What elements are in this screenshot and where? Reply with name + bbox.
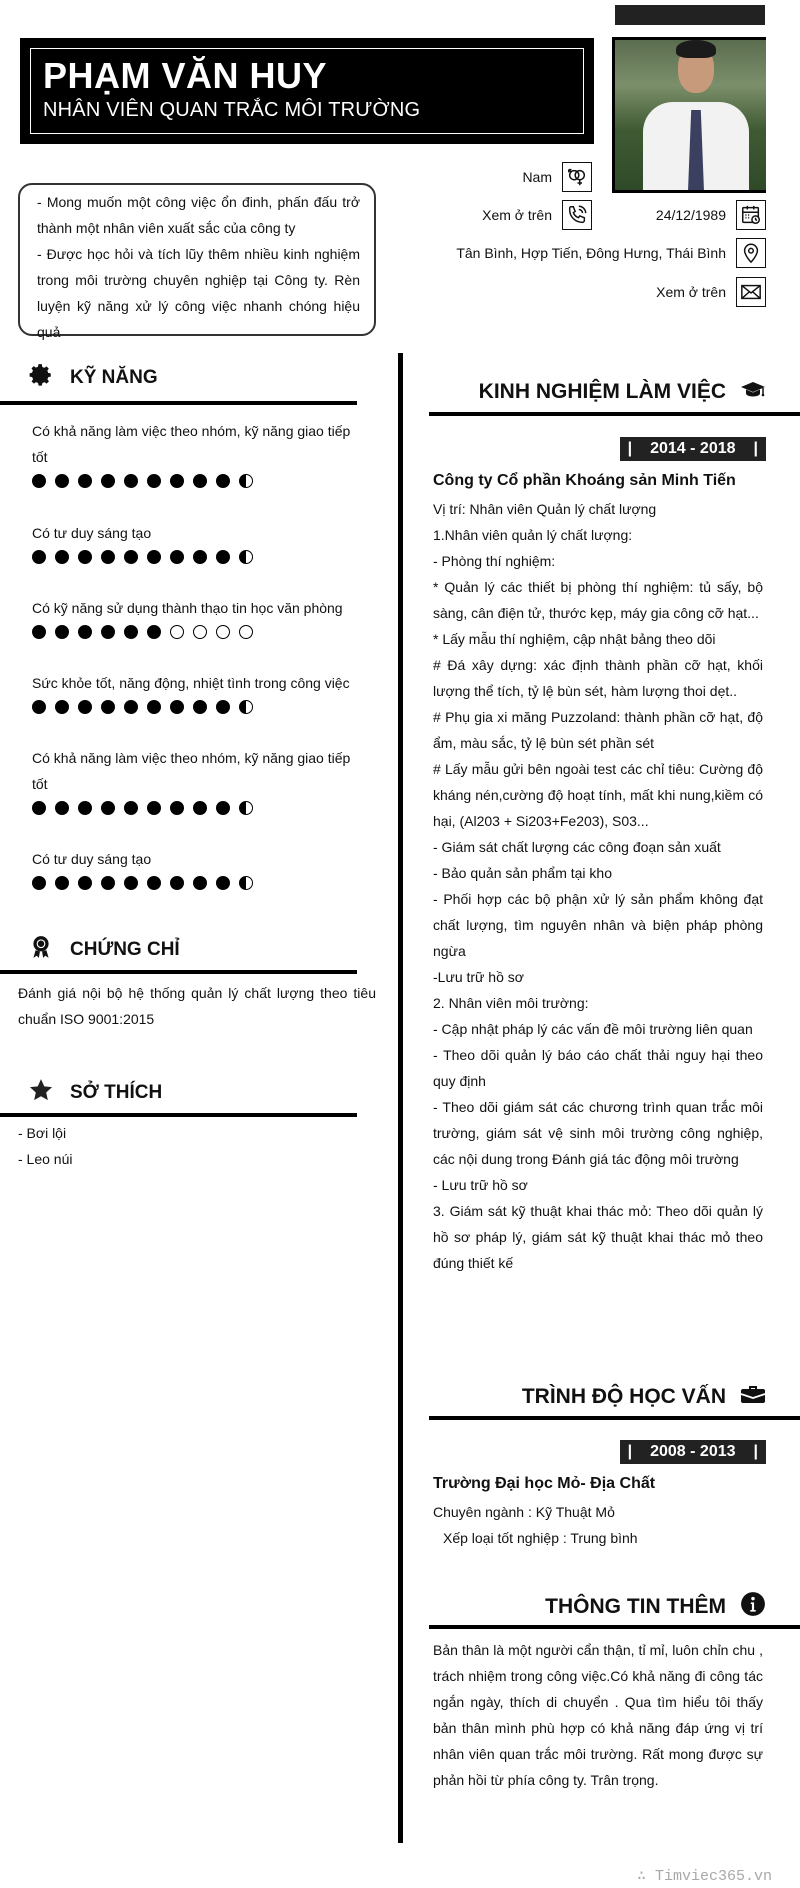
hobby-item: - Leo núi (18, 1151, 73, 1167)
email-value: Xem ở trên (656, 284, 726, 300)
experience-line: - Cập nhật pháp lý các vấn đề môi trường liên quan (433, 1021, 753, 1037)
skills-rule (0, 401, 357, 405)
skill-label: Có khả năng làm việc theo nhóm, kỹ năng giao tiếp tốt (32, 750, 351, 792)
rating-dot (193, 550, 207, 564)
experience-line: - Theo dõi giám sát các chương trình quan trắc môi trường, giám sát vệ sinh môi trường công nghiệp, các nội dung trong Đánh giá tác động môi trường (433, 1099, 763, 1167)
rating-dot (216, 474, 230, 488)
graduation-cap-icon (740, 378, 766, 406)
career-objective (18, 183, 376, 340)
skill-item (32, 418, 362, 488)
company-name: Công ty Cổ phần Khoáng sản Minh Tiến (433, 472, 736, 489)
gear-icon (28, 362, 54, 394)
education-period-badge (620, 1440, 766, 1464)
watermark: ∴ Timviec365.vn (636, 1868, 772, 1885)
rating-dot (101, 474, 115, 488)
rating-dot (216, 801, 230, 815)
badge-bar: | (753, 440, 758, 457)
address-value: Tân Bình, Hợp Tiến, Đông Hưng, Thái Bình (456, 245, 726, 261)
rating-dot (32, 625, 46, 639)
rating-dot (101, 876, 115, 890)
contact-address (456, 238, 766, 268)
hobby-item: - Bơi lội (18, 1125, 67, 1141)
skill-rating (32, 700, 362, 714)
rating-dot (78, 550, 92, 564)
experience-line: Vị trí: Nhân viên Quản lý chất lượng (433, 501, 657, 517)
rating-dot (55, 876, 69, 890)
skill-rating (32, 876, 362, 890)
experience-line: - Theo dõi quản lý báo cáo chất thải nguy hại theo quy định (433, 1047, 763, 1089)
birthday-value: 24/12/1989 (655, 207, 726, 223)
contact-email (656, 277, 766, 307)
rating-dot (55, 474, 69, 488)
rating-dot (78, 474, 92, 488)
skill-label: Sức khỏe tốt, năng động, nhiệt tình trong công việc (32, 675, 350, 691)
experience-rule (429, 412, 800, 416)
rating-dot (147, 876, 161, 890)
skills-heading (28, 362, 158, 394)
rating-dot (239, 474, 253, 488)
additional-info-text: Bản thân là một người cẩn thận, tỉ mỉ, luôn chỉn chu , trách nhiệm trong công việc.Có khả năng đi công tác ngắn ngày, thích di chuyển . Qua tìm hiểu tôi thấy bản thân mình phù hợp có khả năng đáp ứng vị trí nhân viên quan trắc môi trường. Rất mong được sự phản hồi từ phía công ty. Trân trọng. (433, 1642, 763, 1788)
name-header (20, 38, 594, 144)
rating-dot (193, 474, 207, 488)
contact-gender (522, 162, 592, 192)
gender-value: Nam (522, 169, 552, 185)
school-name: Trường Đại học Mỏ- Địa Chất (433, 1475, 656, 1492)
avatar-hair (676, 40, 716, 58)
experience-line: - Phối hợp các bộ phận xử lý sản phẩm không đạt chất lượng, tìm nguyên nhân và biện pháp phòng ngừa (433, 891, 763, 959)
education-major: Chuyên ngành : Kỹ Thuật Mỏ (433, 1504, 615, 1520)
badge-bar: | (753, 1443, 758, 1460)
additional-info-rule (429, 1625, 800, 1629)
additional-info-heading (545, 1591, 766, 1623)
rating-dot (193, 700, 207, 714)
hobbies-heading (28, 1077, 162, 1109)
rating-dot (170, 625, 184, 639)
star-icon (28, 1077, 54, 1109)
skill-item (32, 846, 362, 890)
rating-dot (124, 700, 138, 714)
rating-dot (101, 801, 115, 815)
rating-dot (124, 801, 138, 815)
rating-dot (124, 550, 138, 564)
rating-dot (193, 876, 207, 890)
education-details (433, 1499, 763, 1551)
hobbies-rule (0, 1113, 357, 1117)
skill-item (32, 595, 362, 639)
experience-heading (479, 378, 766, 406)
education-heading (522, 1383, 766, 1411)
certificates-title: CHỨNG CHỈ (70, 939, 180, 960)
candidate-name: PHẠM VĂN HUY (43, 55, 328, 96)
column-divider (398, 353, 403, 1843)
rating-dot (239, 700, 253, 714)
objective-line: - Mong muốn một công việc ổn đinh, phấn đấu trở thành một nhân viên xuất sắc của công ty (37, 194, 360, 236)
experience-line: -Lưu trữ hồ sơ (433, 969, 524, 985)
experience-line: - Giám sát chất lượng các công đoạn sản xuất (433, 839, 721, 855)
rating-dot (124, 625, 138, 639)
experience-line: 3. Giám sát kỹ thuật khai thác mỏ: Theo dõi quản lý hồ sơ pháp lý, giám sát kỹ thuật khai thác mỏ theo đúng thiết kế (433, 1203, 763, 1271)
certificates-rule (0, 970, 357, 974)
info-icon (740, 1591, 766, 1623)
rating-dot (32, 550, 46, 564)
rating-dot (55, 801, 69, 815)
rating-dot (101, 625, 115, 639)
skill-rating (32, 801, 362, 815)
additional-info-title: THÔNG TIN THÊM (545, 1595, 726, 1618)
skill-rating (32, 550, 362, 564)
skill-item (32, 520, 362, 564)
experience-details (433, 496, 763, 1276)
education-grade: Xếp loại tốt nghiệp : Trung bình (443, 1530, 638, 1546)
phone-value: Xem ở trên (482, 207, 552, 223)
education-title: TRÌNH ĐỘ HỌC VẤN (521, 1385, 726, 1408)
rating-dot (55, 625, 69, 639)
rating-dot (55, 700, 69, 714)
rating-dot (147, 700, 161, 714)
skill-rating (32, 625, 362, 639)
name-header-frame (30, 48, 584, 134)
education-period: 2008 - 2013 (650, 1443, 736, 1460)
experience-line: - Lưu trữ hồ sơ (433, 1177, 528, 1193)
job-title: NHÂN VIÊN QUAN TRẮC MÔI TRƯỜNG (43, 99, 421, 121)
objective-line: - Được học hỏi và tích lũy thêm nhiều kinh nghiệm trong môi trường chuyên nghiệp tại Công ty. Rèn luyện kỹ năng xử lý công việc nhanh chóng hiệu quả (37, 246, 360, 340)
rating-dot (170, 700, 184, 714)
rating-dot (239, 801, 253, 815)
contact-birthday (656, 200, 766, 230)
hobbies-title: SỞ THÍCH (70, 1082, 163, 1103)
experience-line: - Bảo quản sản phẩm tại kho (433, 865, 613, 881)
rating-dot (32, 801, 46, 815)
rating-dot (216, 700, 230, 714)
phone-icon (562, 200, 592, 230)
experience-line: 2. Nhân viên môi trường: (433, 995, 589, 1011)
envelope-icon (736, 277, 766, 307)
experience-line: # Phụ gia xi măng Puzzoland: thành phần cỡ hạt, độ ẩm, màu sắc, tỷ lệ bùn sét phần sét (433, 709, 763, 751)
experience-title: KINH NGHIỆM LÀM VIỆC (478, 380, 726, 403)
skill-item (32, 670, 362, 714)
rating-dot (216, 550, 230, 564)
experience-line: * Quản lý các thiết bị phòng thí nghiệm: tủ sấy, bộ sàng, cân điện tử, thước kẹp, máy gia công cỡ hạt... (433, 579, 763, 621)
briefcase-icon (740, 1383, 766, 1411)
rating-dot (239, 550, 253, 564)
skill-label: Có tư duy sáng tạo (32, 851, 152, 867)
skill-label: Có kỹ năng sử dụng thành thạo tin học văn phòng (32, 600, 343, 616)
award-ribbon-icon (28, 934, 54, 966)
rating-dot (147, 550, 161, 564)
rating-dot (170, 876, 184, 890)
skill-rating (32, 474, 362, 488)
rating-dot (239, 625, 253, 639)
avatar (612, 37, 766, 193)
experience-period-badge (620, 437, 766, 461)
skills-title: KỸ NĂNG (70, 367, 158, 388)
rating-dot (101, 700, 115, 714)
experience-line: # Đá xây dựng: xác định thành phần cỡ hạt, khối lượng thể tích, tỷ lệ bùn sét, hàm lượng thoi dẹt.. (433, 657, 763, 699)
experience-period: 2014 - 2018 (650, 440, 736, 457)
rating-dot (78, 876, 92, 890)
certificate-text: Đánh giá nội bộ hệ thống quản lý chất lượng theo tiêu chuẩn ISO 9001:2015 (18, 985, 376, 1027)
rating-dot (216, 876, 230, 890)
rating-dot (239, 876, 253, 890)
rating-dot (147, 801, 161, 815)
rating-dot (32, 474, 46, 488)
calendar-icon (736, 200, 766, 230)
rating-dot (170, 474, 184, 488)
education-rule (429, 1416, 800, 1420)
rating-dot (78, 625, 92, 639)
rating-dot (170, 550, 184, 564)
rating-dot (216, 625, 230, 639)
rating-dot (32, 700, 46, 714)
rating-dot (101, 550, 115, 564)
location-pin-icon (736, 238, 766, 268)
hobbies-list (18, 1120, 318, 1172)
rating-dot (78, 700, 92, 714)
experience-line: 1.Nhân viên quản lý chất lượng: (433, 527, 633, 543)
gender-icon (562, 162, 592, 192)
top-bar (615, 5, 765, 25)
contact-phone (482, 200, 592, 230)
rating-dot (147, 625, 161, 639)
rating-dot (193, 625, 207, 639)
rating-dot (124, 474, 138, 488)
experience-line: # Lấy mẫu gửi bên ngoài test các chỉ tiêu: Cường độ kháng nén,cường độ hoạt tính, mất khi nung,kiềm có hại, (Al203 + Si203+Fe203), S03... (433, 761, 763, 829)
skill-label: Có khả năng làm việc theo nhóm, kỹ năng giao tiếp tốt (32, 423, 351, 465)
badge-bar: | (627, 440, 633, 457)
experience-line: * Lấy mẫu thí nghiệm, cập nhật bảng theo dõi (433, 631, 716, 647)
rating-dot (78, 801, 92, 815)
certificates-heading (28, 934, 180, 966)
rating-dot (170, 801, 184, 815)
rating-dot (147, 474, 161, 488)
rating-dot (124, 876, 138, 890)
badge-bar: | (627, 1443, 633, 1460)
rating-dot (32, 876, 46, 890)
rating-dot (55, 550, 69, 564)
rating-dot (193, 801, 207, 815)
skill-label: Có tư duy sáng tạo (32, 525, 152, 541)
skill-item (32, 745, 362, 815)
experience-line: - Phòng thí nghiệm: (433, 553, 556, 569)
